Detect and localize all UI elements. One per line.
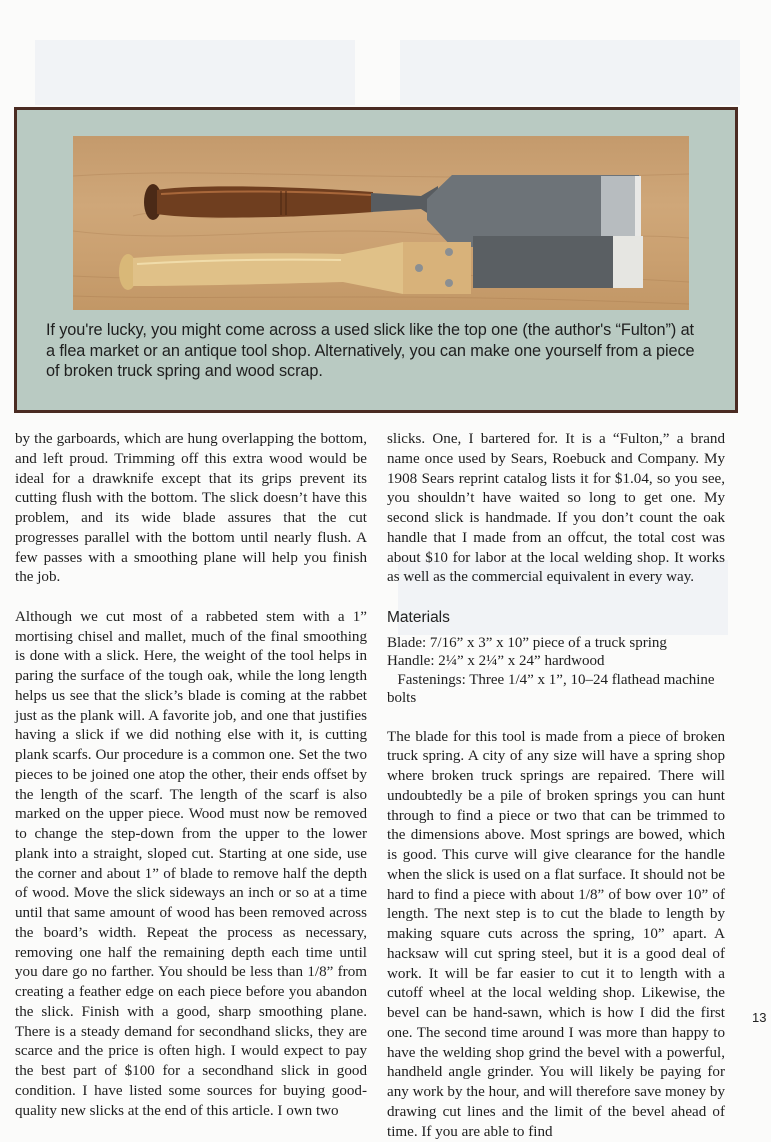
materials-item-handle: Handle: 2¼” x 2¼” x 24” hardwood [387, 652, 725, 671]
paragraph-fulton: slicks. One, I bartered for. It is a “Fulton,” a brand name once used by Sears, Roebuck and Company. My 1908 Sears reprint catalog lists it for $1.04, so you see, you shouldn’t have waited so long to get one. My second slick is handmade. If you don’t count the oak handle that I made from an offcut, the total cost was about $10 for labor at the local welding shop. It works as well as the commercial equivalent in every way. [387, 430, 725, 588]
right-column [387, 430, 725, 1142]
materials-item-fastenings: Fastenings: Three 1/4” x 1”, 10–24 flathead machine bolts [387, 671, 725, 708]
paragraph-blade: The blade for this tool is made from a piece of broken truck spring. A city of any size will have a spring shop where broken truck springs are repaired. There will undoubtedly be a pile of broken springs you can hunt through to find a piece or two that can be trimmed to the dimensions above. Most springs are bowed, which is good. This curve will give clearance for the handle when the slick is used on a flat surface. It should not be hard to find a piece with about 1/8” of bow over 10” of length. The next step is to cut the blade to length by making square cuts across the spring, 10” apart. A hacksaw will cut spring steel, but it is a good deal of work. It will be far easier to cut it to length with a cutoff wheel at the local welding shop. Likewise, the bevel can be hand-sawn, which is how I did the first one. The second time around I was more than happy to have the welding shop grind the bevel with a powerful, handheld angle grinder. You will likely be paying for any work by the hour, and will therefore save money by drawing cut lines and the limit of the bevel ahead of time. If you are able to find [387, 728, 725, 1142]
handmade-slick [119, 236, 643, 294]
left-column [15, 430, 367, 1121]
materials-list [387, 608, 725, 708]
slicks-illustration [73, 136, 689, 310]
photo-figure [14, 107, 738, 413]
photo-caption: If you're lucky, you might come across a used slick like the top one (the author's “Fulton”) at a flea market or an antique tool shop. Alternatively, you can make one yourself from a piece of broken truck spring and wood scrap. [46, 320, 706, 382]
paragraph-garboards: by the garboards, which are hung overlapping the bottom, and left proud. Trimming off this extra wood would be ideal for a drawknife except that its grips prevent its cutting flush with the bottom. The slick doesn’t have this problem, and its wide blade assures that the cut progresses parallel with the bottom until nearly flush. A few passes with a smoothing plane will help you finish the job. [15, 430, 367, 588]
bleed-through-top-right [400, 40, 740, 105]
slicks-photo [73, 136, 689, 310]
materials-heading: Materials [387, 608, 725, 628]
paragraph-scarfs: Although we cut most of a rabbeted stem with a 1” mortising chisel and mallet, much of the final smoothing is done with a slick. Here, the weight of the tool helps in paring the surface of the tough oak, while the long length helps us see that the slick’s blade is coming at the rabbet just as the plank will. A favorite job, and one that justifies having a slick if we did nothing else with it, is cutting plank scarfs. Our procedure is a common one. Set the two pieces to be joined one atop the other, their ends offset by the length of the scarf. The length of the scarf is also marked on the upper piece. Wood must now be removed to change the step-down from the upper to the lower plank into a straight, sloped cut. Starting at one side, use the corner and about 1” of blade to remove half the depth of wood. Move the slick sideways an inch or so at a time until that same amount of wood has been removed across the board’s width. Repeat the process as necessary, removing one half the remaining depth each time until you dare go no farther. You should be less than 1/8” from creating a feather edge on each piece before you abandon the slick. Finish with a good, sharp smoothing plane. There is a steady demand for secondhand slicks, they are scarce and the price is often high. I would expect to pay the best part of $100 for a secondhand slick in good condition. I have listed some sources for buying good-quality new slicks at the end of this article. I own two [15, 608, 367, 1122]
materials-item-blade: Blade: 7/16” x 3” x 10” piece of a truck spring [387, 634, 725, 653]
page-number: 13 [752, 1010, 766, 1025]
bleed-through-top-left [35, 40, 355, 105]
